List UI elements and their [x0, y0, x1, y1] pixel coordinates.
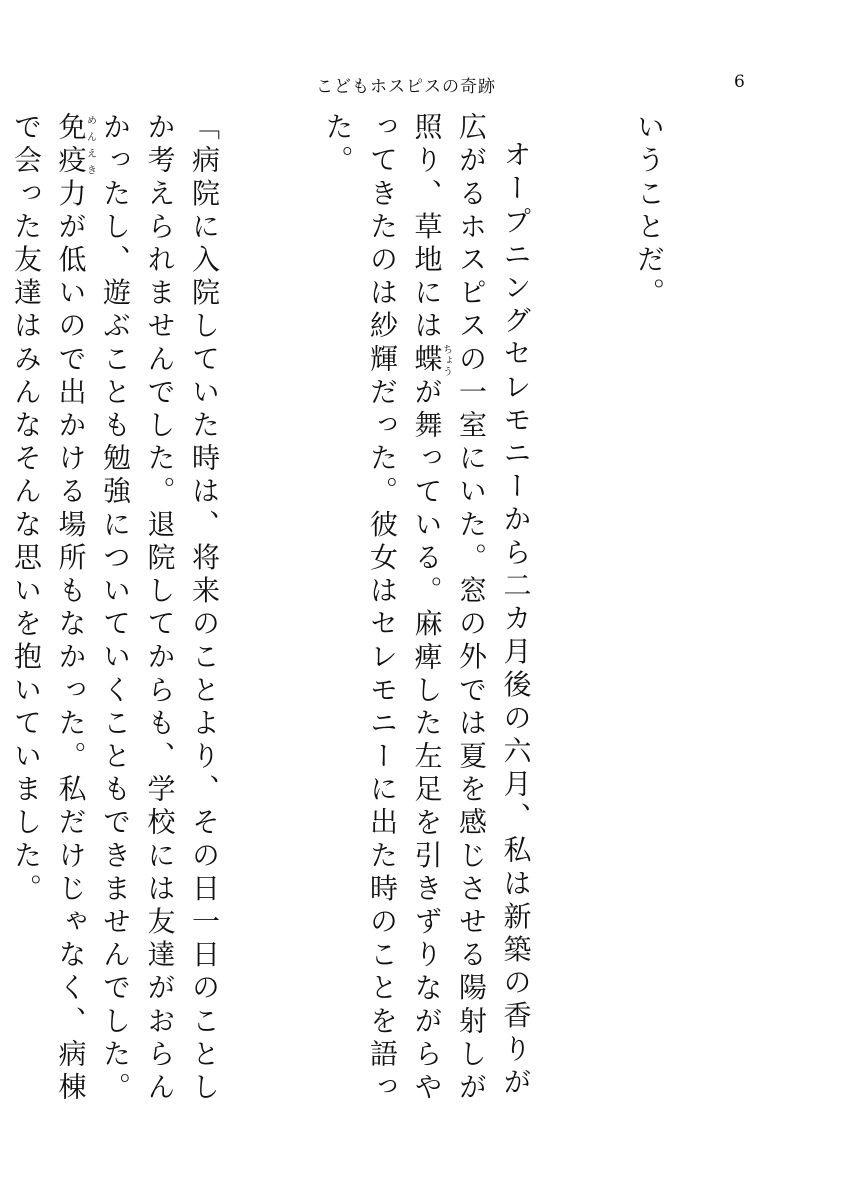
- paragraph-text: 「病院に入院していた時は、将来のことより、その日一日のことしか考えられませんでした。退院してからも、学校には友達がおらんかったし、遊ぶことも勉強についていくこともできませんでした。: [99, 112, 221, 1105]
- ruby-reading: めんえき: [84, 112, 96, 179]
- page-number: 6: [734, 72, 745, 92]
- ruby-base: 蝶: [410, 343, 444, 377]
- paragraph-text: 力が低いので出かける場所もなかった。私だけじゃなく、病棟で会った友達はみんなそんな思いを抱いていました。: [10, 112, 88, 1106]
- running-header: こどもホスピスの奇跡: [316, 77, 496, 97]
- paragraph: いうことだ。: [633, 112, 666, 311]
- paragraph-text: が舞っている。麻痺した左足を引きずりながらやってきたのは紗輝だった。彼女はセレモニーに出た時のことを語った。: [321, 112, 444, 1106]
- body-text: [10, 112, 760, 1122]
- ruby-base: 免疫: [54, 112, 88, 179]
- paragraph-text: オープニングセレモニーから二カ月後の六月、私は新築の香りが広がるホスピスの一室にいた。窓の外では夏を感じさせる陽射しが照り、草地には: [410, 112, 533, 1105]
- ruby-reading: ちょう: [440, 343, 452, 377]
- furigana-ruby: [410, 343, 452, 377]
- paragraph: [315, 112, 538, 1122]
- furigana-ruby: [54, 112, 96, 179]
- paragraph: [4, 112, 227, 1122]
